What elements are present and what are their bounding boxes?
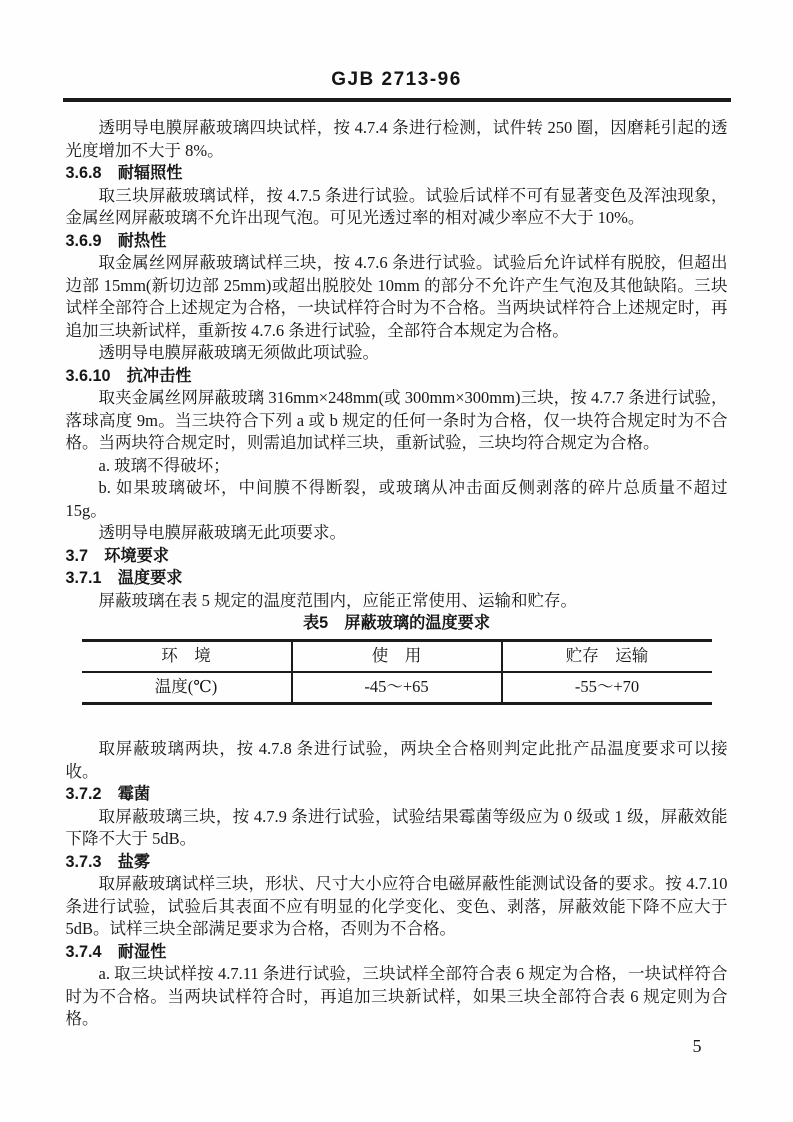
paragraph: 取屏蔽玻璃试样三块，形状、尺寸大小应符合电磁屏蔽性能测试设备的要求。按 4.7.10 条进行试验，试验后其表面不应有明显的化学变化、变色、剥落，屏蔽效能下降不应大于 5dB。试样三块全部满足要求为合格，否则为不合格。 xyxy=(65,874,728,938)
paragraph: 取夹金属丝网屏蔽玻璃 316mm×248mm(或 300mm×300mm)三块，按 4.7.7 条进行试验，落球高度 9m。当三块符合下列 a 或 b 规定的任何一条时为合格，仅一块符合规定时为不合格。当两块符合规定时，则需追加试样三块，重新试验，三块均符合规定为合格。 xyxy=(65,388,728,452)
table-bottom-spacer xyxy=(66,705,728,738)
table-header-row xyxy=(82,641,712,673)
table-header-use: 使 用 xyxy=(292,641,502,673)
table-cell-use-range: -45～+65 xyxy=(292,672,502,704)
clause-heading: 3.7.2 霉菌 xyxy=(65,785,151,803)
paragraph: b. 如果玻璃破坏，中间膜不得断裂，或玻璃从冲击面反侧剥落的碎片总质量不超过 15g。 xyxy=(65,478,728,520)
table-header-storage-transport: 贮存 运输 xyxy=(502,641,712,673)
table-row-temperature xyxy=(82,672,712,704)
paragraph: 取三块屏蔽玻璃试样，按 4.7.5 条进行试验。试验后试样不可有显著变色及浑浊现象，金属丝网屏蔽玻璃不允许出现气泡。可见光透过率的相对减少率应不大于 10%。 xyxy=(65,185,728,227)
temperature-requirements-table xyxy=(82,639,712,705)
clause-section-after-table xyxy=(66,738,728,1031)
clause-heading: 3.6.10 抗冲击性 xyxy=(65,366,192,385)
paragraph: 屏蔽玻璃在表 5 规定的温度范围内，应能正常使用、运输和贮存。 xyxy=(98,590,577,610)
clause-heading: 3.7.1 温度要求 xyxy=(65,569,183,587)
table-header-environment: 环 境 xyxy=(82,641,292,673)
paragraph: 取屏蔽玻璃三块，按 4.7.9 条进行试验，试验结果霉菌等级应为 0 级或 1 级，屏蔽效能下降不大于 5dB。 xyxy=(65,806,728,848)
paragraph: a. 玻璃不得破坏； xyxy=(98,455,230,475)
paragraph: 透明导电膜屏蔽玻璃无须做此项试验。 xyxy=(98,343,379,362)
table-cell-temperature-label: 温度(℃) xyxy=(82,672,292,704)
table-caption: 表5 屏蔽玻璃的温度要求 xyxy=(302,614,491,632)
standard-number: GJB 2713-96 xyxy=(331,69,462,90)
header-rule xyxy=(63,98,731,102)
clause-heading: 3.7 环境要求 xyxy=(65,546,169,565)
table-cell-storage-transport-range: -55～+70 xyxy=(574,677,640,697)
paragraph: 透明导电膜屏蔽玻璃无此项要求。 xyxy=(98,523,346,542)
clause-heading: 3.6.8 耐辐照性 xyxy=(65,164,183,182)
paragraph: 取金属丝网屏蔽玻璃试样三块，按 4.7.6 条进行试验。试验后允许试样有脱胶，但超出边部 15mm(新切边部 25mm)或超出脱胶处 10mm 的部分不允许产生气泡及其他缺陷。三块试样全部符合上述规定为合格，一块试样符合时为不合格。当两块试样符合上述规定时，再追加三块新试样，重新按 4.7.6 条进行试验，全部符合本规定为合格。 xyxy=(65,253,728,340)
clause-heading: 3.7.3 盐雾 xyxy=(65,852,151,871)
clause-section-before-table xyxy=(66,117,728,612)
page-header xyxy=(0,0,793,102)
paragraph: 透明导电膜屏蔽玻璃四块试样，按 4.7.4 条进行检测，试件转 250 圈，因磨耗引起的透光度增加不大于 8%。 xyxy=(65,118,728,160)
clause-heading: 3.6.9 耐热性 xyxy=(65,231,167,250)
page-number: 5 xyxy=(692,1035,702,1056)
paragraph: a. 取三块试样按 4.7.11 条进行试验，三块试样全部符合表 6 规定为合格，一块试样符合时为不合格。当两块试样符合时，再追加三块新试样，如果三块全部符合表 6 规定则为合格。 xyxy=(65,964,728,1028)
document-body xyxy=(66,117,728,1058)
clause-heading: 3.7.4 耐湿性 xyxy=(65,942,167,961)
paragraph: 取屏蔽玻璃两块，按 4.7.8 条进行试验，两块全合格则判定此批产品温度要求可以接收。 xyxy=(65,739,728,781)
